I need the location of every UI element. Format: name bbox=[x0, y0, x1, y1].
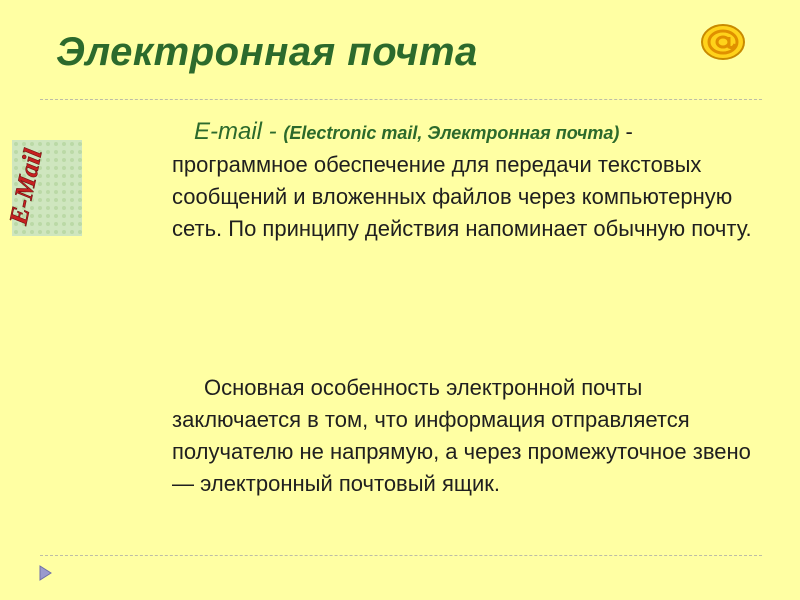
definition-lead bbox=[172, 119, 619, 144]
svg-text:E-Mail: E-Mail bbox=[3, 146, 48, 228]
definition-paragraph bbox=[172, 116, 772, 245]
at-sign-icon bbox=[700, 22, 746, 62]
next-slide-arrow-icon[interactable] bbox=[38, 565, 52, 581]
email-graphic bbox=[3, 140, 82, 236]
definition-text: - программное обеспечение для передачи текстовых сообщений и вложенных файлов через компьютерную сеть. По принципу действия напоминает обычную почту. bbox=[172, 119, 752, 241]
bottom-divider bbox=[40, 555, 762, 556]
feature-text: Основная особенность электронной почты заключается в том, что информация отправляется получателю не напрямую, а через промежуточное звено — электронный почтовый ящик. bbox=[172, 375, 751, 496]
slide-title: Электронная почта bbox=[56, 30, 478, 74]
feature-paragraph bbox=[172, 372, 772, 500]
definition-term: E-mail - bbox=[194, 118, 284, 145]
definition-explanation: (Electronic mail, Электронная почта) bbox=[283, 123, 620, 143]
top-divider bbox=[40, 99, 762, 100]
